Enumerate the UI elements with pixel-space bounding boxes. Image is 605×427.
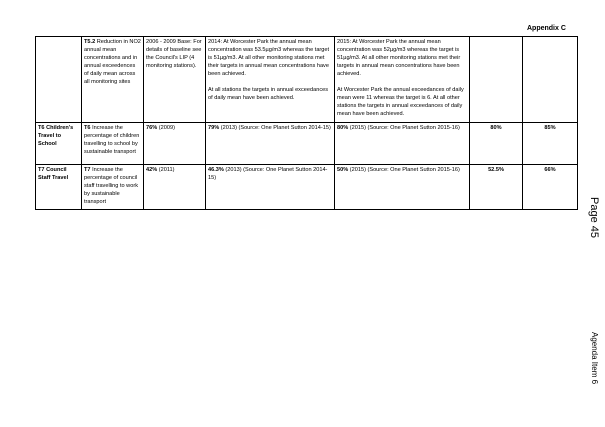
target-1-cell [470, 37, 523, 123]
indicator-table [35, 36, 578, 210]
baseline-cell: 76% (2009) [144, 123, 206, 165]
page-number: Page 45 [588, 197, 600, 238]
result-2014-cell: 79% (2013) (Source: One Planet Sutton 2014-15) [206, 123, 335, 165]
baseline-cell: 2006 - 2009 Base: For details of baseline see the Council's LIP (4 monitoring stations). [144, 37, 206, 123]
result-2015-cell: 2015: At Worcester Park the annual mean concentration was 52µg/m3 whereas the target is 51µg/m3. At all other monitoring stations met their targets in annual mean concentrations have been achieved. At Worcester Park the annual exceedances of daily mean were 11 whereas the target is 6. At all other stations the targets in annual exceedances of daily mean have been achieved. [335, 37, 470, 123]
table-row [36, 123, 578, 165]
appendix-label: Appendix C [527, 25, 566, 32]
area-cell: T7 Council Staff Travel [36, 165, 82, 210]
table-row [36, 37, 578, 123]
result-2015-cell: 50% (2015) (Source: One Planet Sutton 2015-16) [335, 165, 470, 210]
indicator-cell: T5.2 Reduction in NO2 annual mean concentrations and in annual exceedences of daily mean across all monitoring sites [82, 37, 144, 123]
target-1-cell: 52.5% [470, 165, 523, 210]
result-2014-cell: 2014: At Worcester Park the annual mean concentration was 53.5µg/m3 whereas the target is 51µg/m3. At all other monitoring stations met their targets in annual mean concentrations have been achieved. At all stations the targets in annual exceedances of daily mean have been achieved. [206, 37, 335, 123]
baseline-cell: 42% (2011) [144, 165, 206, 210]
target-1-cell: 80% [470, 123, 523, 165]
table-row [36, 165, 578, 210]
target-2-cell: 85% [523, 123, 578, 165]
area-cell: T6 Children's Travel to School [36, 123, 82, 165]
target-2-cell: 66% [523, 165, 578, 210]
target-2-cell [523, 37, 578, 123]
area-cell [36, 37, 82, 123]
result-2015-cell: 80% (2015) (Source: One Planet Sutton 2015-16) [335, 123, 470, 165]
indicator-cell: T7 Increase the percentage of council staff travelling to work by sustainable transport [82, 165, 144, 210]
agenda-item-label: Agenda Item 6 [590, 332, 599, 385]
indicator-cell: T6 Increase the percentage of children travelling to school by sustainable transport [82, 123, 144, 165]
result-2014-cell: 46.3% (2013) (Source: One Planet Sutton 2014-15) [206, 165, 335, 210]
